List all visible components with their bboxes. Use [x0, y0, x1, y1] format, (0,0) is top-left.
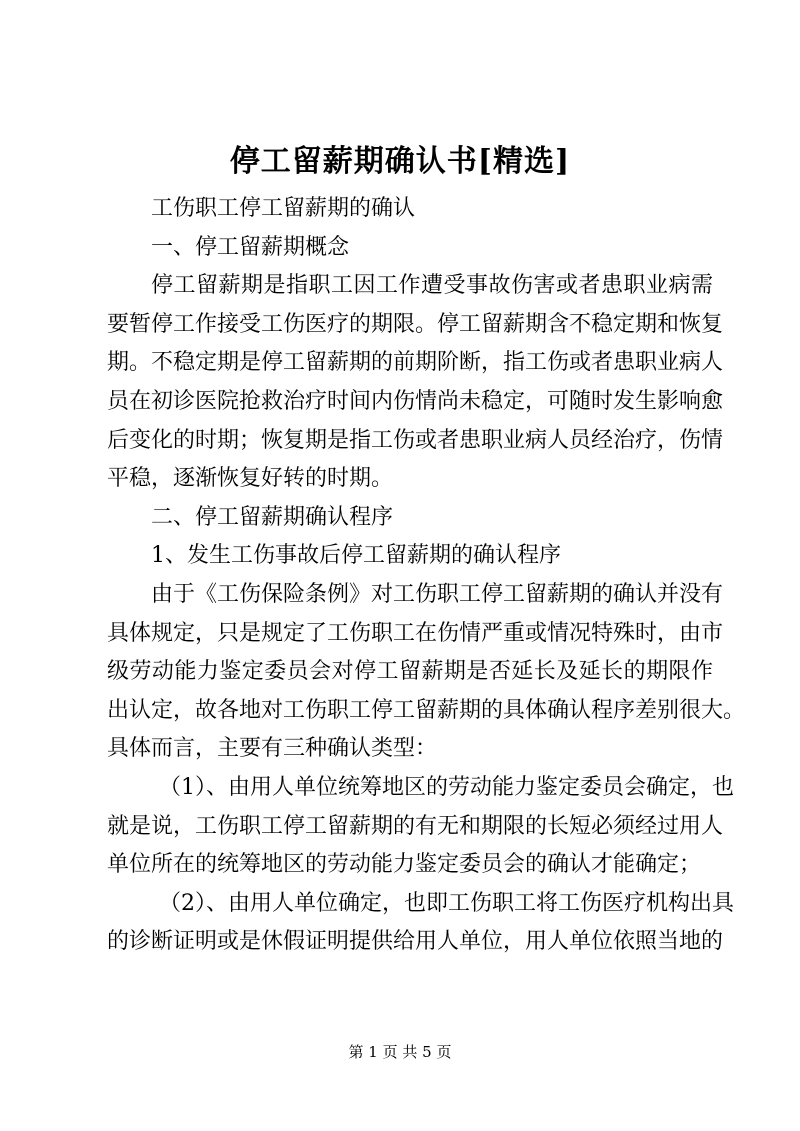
list-item-line: （1）、由用人单位统筹地区的劳动能力鉴定委员会确定，也 — [159, 774, 734, 800]
paragraph-line: 后变化的时期；恢复期是指工伤或者患职业病人员经治疗，伤情 — [107, 427, 724, 453]
paragraph-line: 平稳，逐渐恢复好转的时期。 — [107, 466, 394, 492]
subsection-heading: 1、发生工伤事故后停工留薪期的确认程序 — [151, 543, 561, 569]
paragraph-line: 具体而言，主要有三种确认类型： — [107, 736, 438, 762]
paragraph-line: 要暂停工作接受工伤医疗的期限。停工留薪期含不稳定期和恢复 — [107, 311, 724, 337]
document-title: 停工留薪期确认书[精选] — [229, 144, 571, 179]
paragraph-line: 级劳动能力鉴定委员会对停工留薪期是否延长及延长的期限作 — [107, 659, 713, 685]
subtitle: 工伤职工停工留薪期的确认 — [151, 196, 416, 221]
section-heading: 二、停工留薪期确认程序 — [151, 504, 394, 530]
page-number: 第 1 页 共 5 页 — [348, 1043, 452, 1061]
document-body — [107, 190, 746, 962]
list-item-line: 的诊断证明或是休假证明提供给用人单位，用人单位依照当地的 — [107, 929, 724, 955]
paragraph-line: 员在初诊医院抢救治疗时间内伤情尚未稳定，可随时发生影响愈 — [107, 388, 724, 414]
paragraph-line: 出认定，故各地对工伤职工停工留薪期的具体确认程序差别很大。 — [107, 697, 746, 723]
section-heading: 一、停工留薪期概念 — [151, 234, 350, 260]
paragraph-line: 由于《工伤保险条例》对工伤职工停工留薪期的确认并没有 — [151, 581, 724, 607]
paragraph-line: 具体规定，只是规定了工伤职工在伤情严重或情况特殊时，由市 — [107, 620, 724, 646]
list-item-line: （2）、由用人单位确定，也即工伤职工将工伤医疗机构出具 — [159, 890, 734, 916]
list-item-line: 单位所在的统筹地区的劳动能力鉴定委员会的确认才能确定； — [107, 852, 702, 878]
paragraph-line: 期。不稳定期是停工留薪期的前期阶断，指工伤或者患职业病人 — [107, 350, 724, 376]
paragraph-line: 停工留薪期是指职工因工作遭受事故伤害或者患职业病需 — [151, 273, 713, 299]
list-item-line: 就是说，工伤职工停工留薪期的有无和期限的长短必须经过用人 — [107, 813, 724, 839]
